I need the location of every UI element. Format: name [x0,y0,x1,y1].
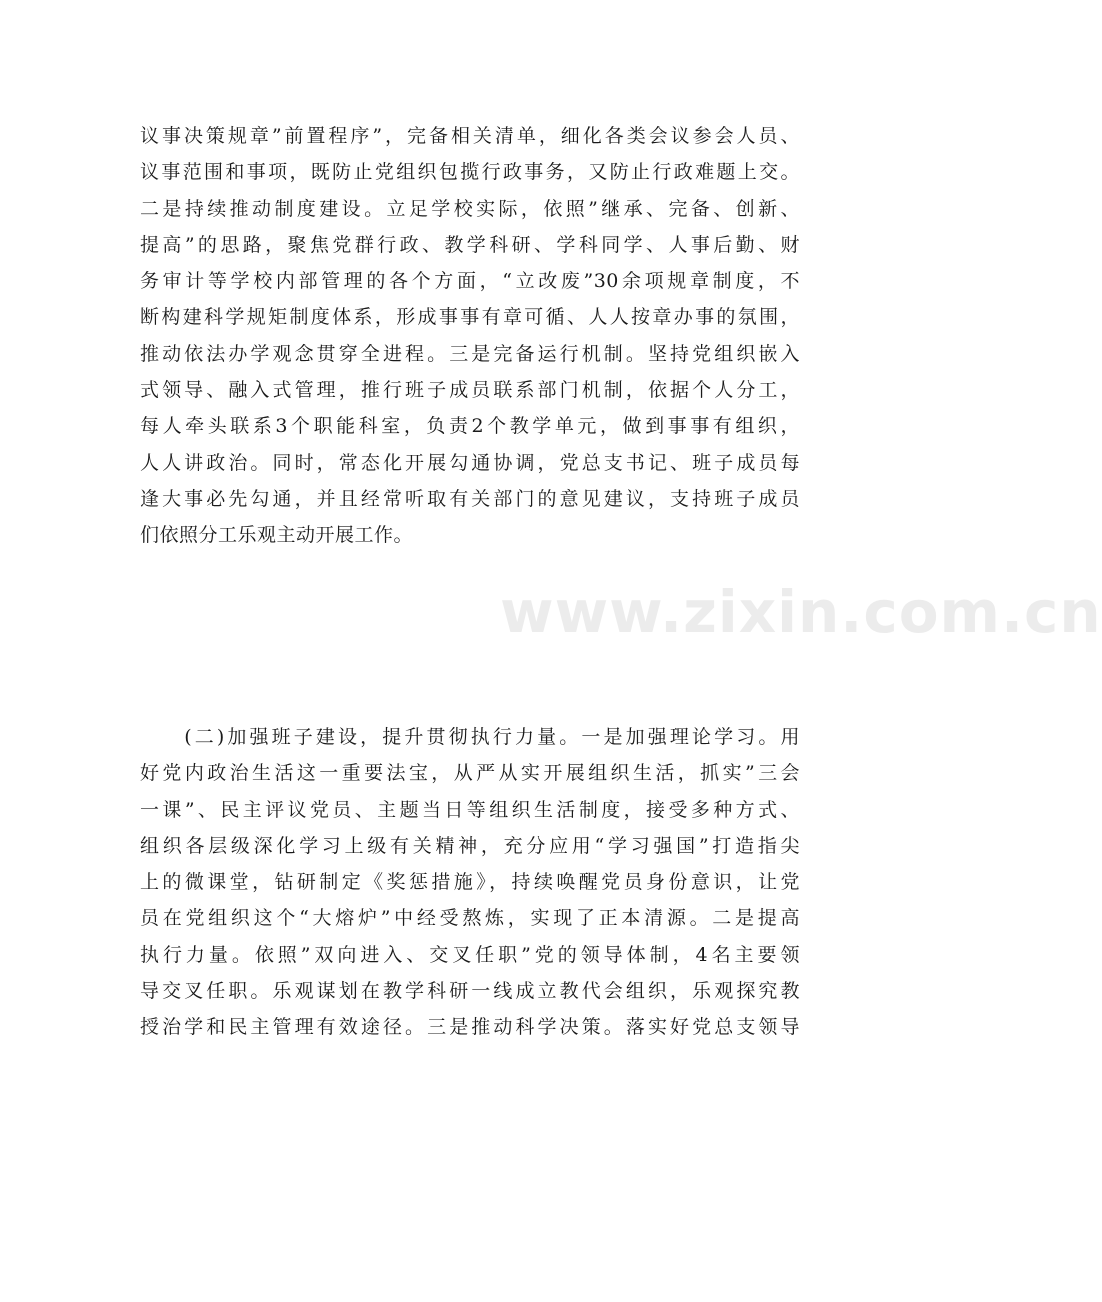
paragraph-1-line-4: 提高”的思路，聚焦党群行政、教学科研、学科同学、人事后勤、财 [140,233,800,256]
paragraph-1-line-5: 务审计等学校内部管理的各个方面，“立改废”30余项规章制度，不 [140,270,800,293]
paragraph-2 [140,719,800,1046]
paragraph-1-line-12: 们依照分工乐观主动开展工作。 [140,524,414,547]
paragraph-2-line-8: 导交叉任职。乐观谋划在教学科研一线成立教代会组织，乐观探究教 [140,980,800,1003]
paragraph-1 [140,118,800,554]
paragraph-1-line-9: 每人牵头联系3个职能科室，负责2个教学单元，做到事事有组织， [140,415,800,438]
paragraph-2-line-6: 员在党组织这个“大熔炉”中经受熬炼，实现了正本清源。二是提高 [140,907,800,930]
paragraph-1-line-10: 人人讲政治。同时，常态化开展勾通协调，党总支书记、班子成员每 [140,451,800,474]
paragraph-2-line-9: 授治学和民主管理有效途径。三是推动科学决策。落实好党总支领导 [140,1016,800,1039]
paragraph-2-line-4: 组织各层级深化学习上级有关精神，充分应用“学习强国”打造指尖 [140,834,800,857]
paragraph-1-line-2: 议事范围和事项，既防止党组织包揽行政事务，又防止行政难题上交。 [140,161,800,184]
paragraph-2-line-7: 执行力量。依照”双向进入、交叉任职”党的领导体制，4名主要领 [140,943,800,966]
paragraph-1-line-6: 断构建科学规矩制度体系，形成事事有章可循、人人按章办事的氛围， [140,306,800,329]
paragraph-1-line-8: 式领导、融入式管理，推行班子成员联系部门机制，依据个人分工， [140,379,800,402]
paragraph-1-line-3: 二是持续推动制度建设。立足学校实际，依照”继承、完备、创新、 [140,197,800,220]
watermark-text: www.zixin.com.cn [500,578,1102,646]
paragraph-2-line-1: (二)加强班子建设，提升贯彻执行力量。一是加强理论学习。用 [140,726,800,748]
paragraph-1-line-1: 议事决策规章”前置程序”，完备相关清单，细化各类会议参会人员、 [140,125,800,147]
paragraph-2-line-2: 好党内政治生活这一重要法宝，从严从实开展组织生活，抓实”三会 [140,762,800,785]
paragraph-2-line-5: 上的微课堂，钻研制定《奖惩措施》，持续唤醒党员身份意识，让党 [140,871,800,894]
paragraph-1-line-11: 逢大事必先勾通，并且经常听取有关部门的意见建议，支持班子成员 [140,487,800,510]
paragraph-1-line-7: 推动依法办学观念贯穿全进程。三是完备运行机制。坚持党组织嵌入 [140,342,800,365]
paragraph-2-line-3: 一课”、民主评议党员、主题当日等组织生活制度，接受多种方式、 [140,798,800,821]
